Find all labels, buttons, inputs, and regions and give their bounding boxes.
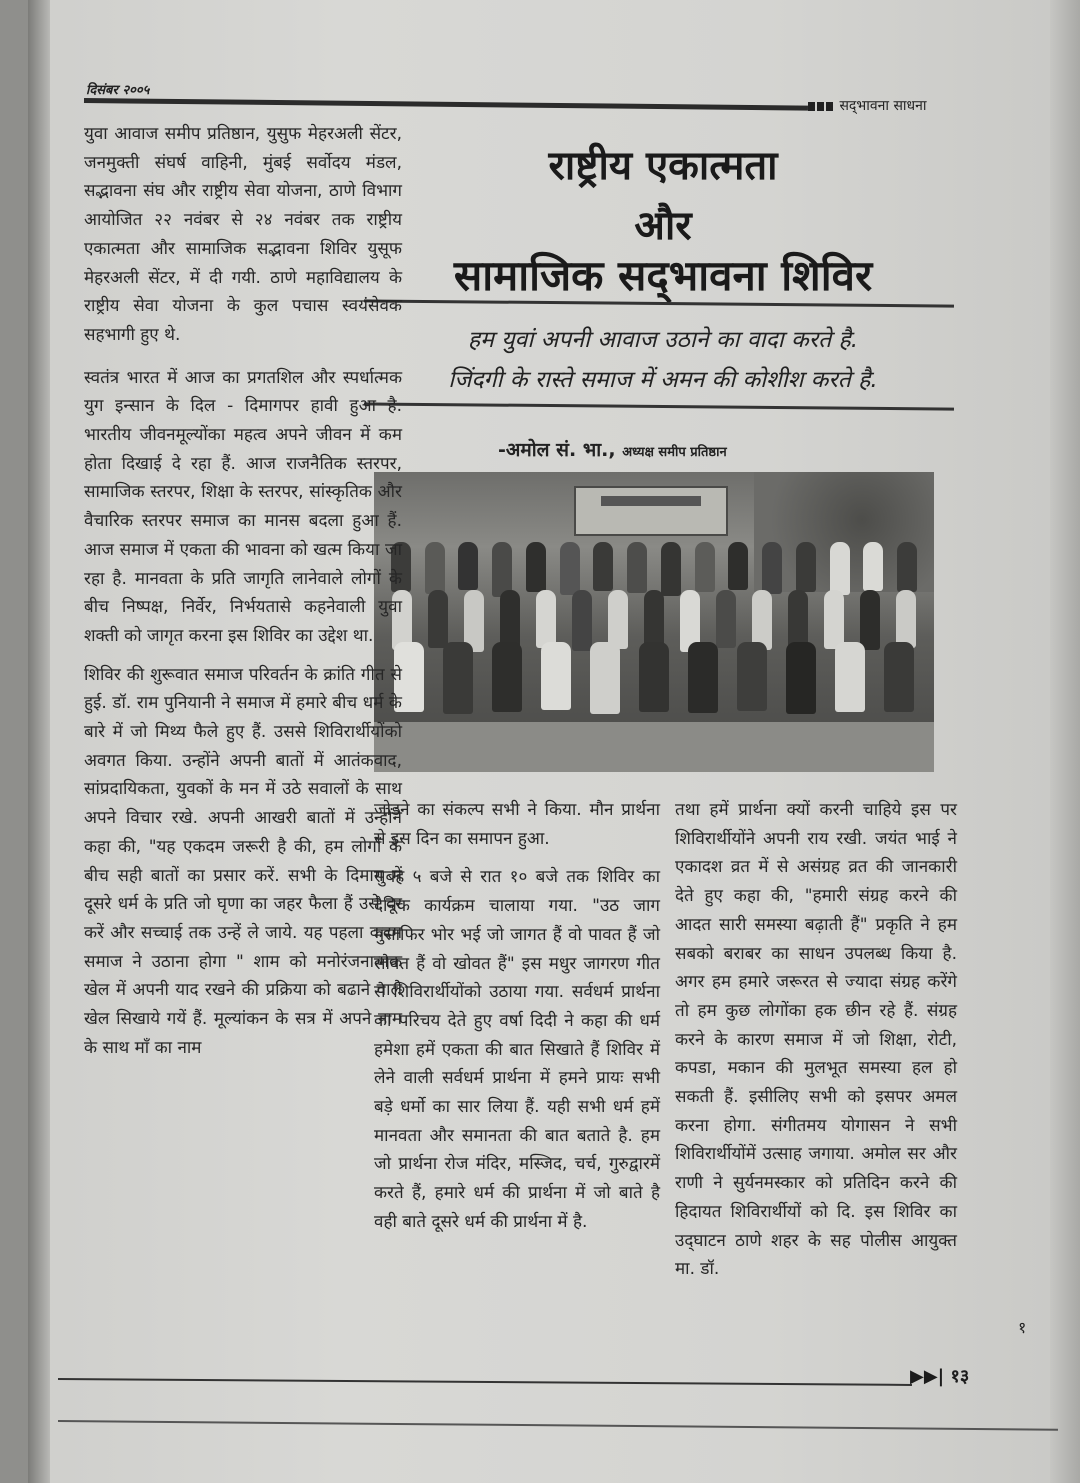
- page-fold-shadow: [28, 0, 50, 1483]
- pull-quote-line-2: जिंदगी के रास्ते समाज में अमन की कोशीश करते है.: [448, 367, 878, 393]
- pull-quote-line-1: हम युवां अपनी आवाज उठाने का वादा करते है.: [467, 327, 859, 353]
- header-publication: [808, 96, 927, 115]
- header-date: दिसंबर २००५: [86, 83, 150, 98]
- column-1-paragraph-2: स्वतंत्र भारत में आज का प्रगतशिल और स्पर्धात्मक युग इन्सान के दिल - दिमागपर हावी हुआ है. भारतीय जीवनमूल्योंका महत्व अपने जीवन में कम होता दिखाई दे रहा हैं. आज राजनैतिक स्तरपर, सामाजिक स्तरपर, शिक्षा के स्तरपर, सांस्कृतिक और वैचारिक स्तरपर समाज का मानस बदला हुआ हैं. आज समाज में एकता की भावना को खत्म किया जा रहा है. मानवता के प्रति जागृति लानेवाले लोगों के बीच निष्पक्ष, निर्वेर, निर्भयतासे कहनेवाली युवा शक्ती को जागृत करना इस शिविर का उद्देश था.: [84, 367, 402, 646]
- column-2-paragraph-1: जोड़ने का संकल्प सभी ने किया. मौन प्रार्थना से इस दिन का समापन हुआ.: [374, 800, 660, 849]
- headline-line-1: राष्ट्रीय एकात्मता: [548, 143, 778, 189]
- square-bullet-icon: [817, 102, 824, 111]
- author-role: अध्यक्ष समीप प्रतिष्ठान: [622, 445, 727, 460]
- page-edge: [1050, 0, 1080, 1483]
- page-number-value: १३: [950, 1366, 970, 1387]
- publication-name: सद्‌भावना साधना: [839, 98, 927, 114]
- headline-line-2: और: [634, 203, 692, 249]
- photo-floor: [374, 722, 934, 772]
- byline: [498, 436, 727, 462]
- page-marker-icon: ▶▶|: [910, 1366, 945, 1387]
- footer-rule: [58, 1378, 912, 1386]
- group-photo: [374, 472, 934, 772]
- article-column-1: [84, 120, 402, 1073]
- banner-text: [601, 496, 701, 506]
- photo-people-row: [384, 642, 924, 714]
- author-name: -अमोल सं. भा.,: [498, 439, 616, 461]
- header-rule: [84, 98, 808, 111]
- magazine-page: [28, 0, 1080, 1483]
- photo-banner: [574, 486, 728, 536]
- article-column-3: [675, 796, 957, 1294]
- margin-note: १: [1018, 1318, 1027, 1337]
- article-column-2: [374, 796, 660, 1247]
- column-2-paragraph-2: सुबह ५ बजे से रात १० बजे तक शिविर का दैनिक कार्यक्रम चालाया गया. "उठ जाग मुसाफिर भोर भई जो जागत हैं वो पावत हैं जो सोवत हैं वो खोवत हैं" इस मधुर जागरण गीत से शिविरार्थीयोंको उठाया गया. सर्वधर्म प्रार्थना का परिचय देते हुए वर्षा दिदी ने कहा की धर्म हमेशा हमें एकता की बात सिखाते हैं शिविर में लेने वाली सर्वधर्म प्रार्थना में हमने प्रायः सभी बड़े धर्मो का सार लिया हैं. यही सभी धर्म हमें मानवता और समानता की बात बताते है. हम जो प्रार्थना रोज मंदिर, मस्जिद, चर्च, गुरुद्वारमें करते हैं, हमारे धर्म की प्रार्थना में जो बाते है वही बाते दूसरे धर्म की प्रार्थना में है.: [374, 867, 660, 1232]
- square-bullet-icon: [826, 102, 833, 111]
- photo-people-row: [384, 542, 924, 597]
- column-1-paragraph-1: युवा आवाज समीप प्रतिष्ठान, युसुफ मेहरअली सेंटर, जनमुक्ती संघर्ष वाहिनी, मुंबई सर्वोदय मंडल, सद्भावना संघ और राष्ट्रीय सेवा योजना, ठाणे विभाग आयोजित २२ नवंबर से २४ नवंबर तक राष्ट्रीय एकात्मता और सामाजिक सद्भावना शिविर युसूफ मेहरअली सेंटर, में दी गयी. ठाणे महाविद्यालय के राष्ट्रीय सेवा योजना के कुल पचास स्वयंसेवक सहभागी हुए थे.: [84, 124, 402, 345]
- column-3-paragraph-1: तथा हमें प्रार्थना क्यों करनी चाहिये इस पर शिविरार्थीयोंने अपनी राय रखी. जयंत भाई ने एकादश व्रत में से असंग्रह व्रत की जानकारी देते हुए कहा की, "हमारी संग्रह करने की आदत सारी समस्या बढ़ाती हैं" प्रकृति ने हम सबको बराबर का साधन उपलब्ध किया है. अगर हम हमारे जरूरत से ज्यादा संग्रह करेंगे तो हम कुछ लोगोंका हक छीन रहे हैं. संग्रह करने के कारण समाज में जो शिक्षा, रोटी, कपडा, मकान की मुलभूत समस्या हल हो सकती हैं. इसीलिए सभी को इसपर अमल करना होगा. संगीतमय योगासन ने सभी शिविरार्थीयोंमें उत्साह जगाया. अमोल सर और राणी ने सुर्यनमस्कार को प्रतिदिन करने की हिदायत शिविरार्थीयों को दि. इस शिविर का उद्‌घाटन ठाणे शहर के सह पोलीस आयुक्त मा. डॉ.: [675, 800, 957, 1280]
- page-number: [910, 1364, 969, 1388]
- quote-bottom-rule: [364, 402, 954, 410]
- bottom-rule: [58, 1420, 1058, 1431]
- square-bullet-icon: [808, 102, 815, 111]
- column-1-paragraph-3: शिविर की शुरूवात समाज परिवर्तन के क्रांति गीत से हुई. डॉ. राम पुनियानी ने समाज में हमारे बीच धर्म के बारे में जो मिथ्य फैले हुए हैं. उससे शिविरार्थीयोंको अवगत किया. उन्होंने अपनी बातों में आतंकवाद, सांप्रदायिकता, युवकों के मन में उठे सवालों के साथ अपने विचार रखे. अपनी आखरी बातों में उन्होंने कहा की, "यह एकदम जरूरी है की, हम लोगों के बीच सही बातों का प्रसार करें. सभी के दिमाग में दूसरे धर्म के प्रति जो घृणा का जहर फैला हैं उसे दूर करें और सच्चाई तक उन्हें ले जाये. यह पहला कदम समाज ने उठाना होगा " शाम को मनोरंजनात्मक खेल में अपनी याद रखने की प्रक्रिया को बढाने वाले खेल सिखाये गयें हैं. मूल्यांकन के सत्र में अपने नाम के साथ माँ का नाम: [84, 664, 402, 1058]
- headline-line-3: सामाजिक सद्‌भावना शिविर: [453, 251, 873, 300]
